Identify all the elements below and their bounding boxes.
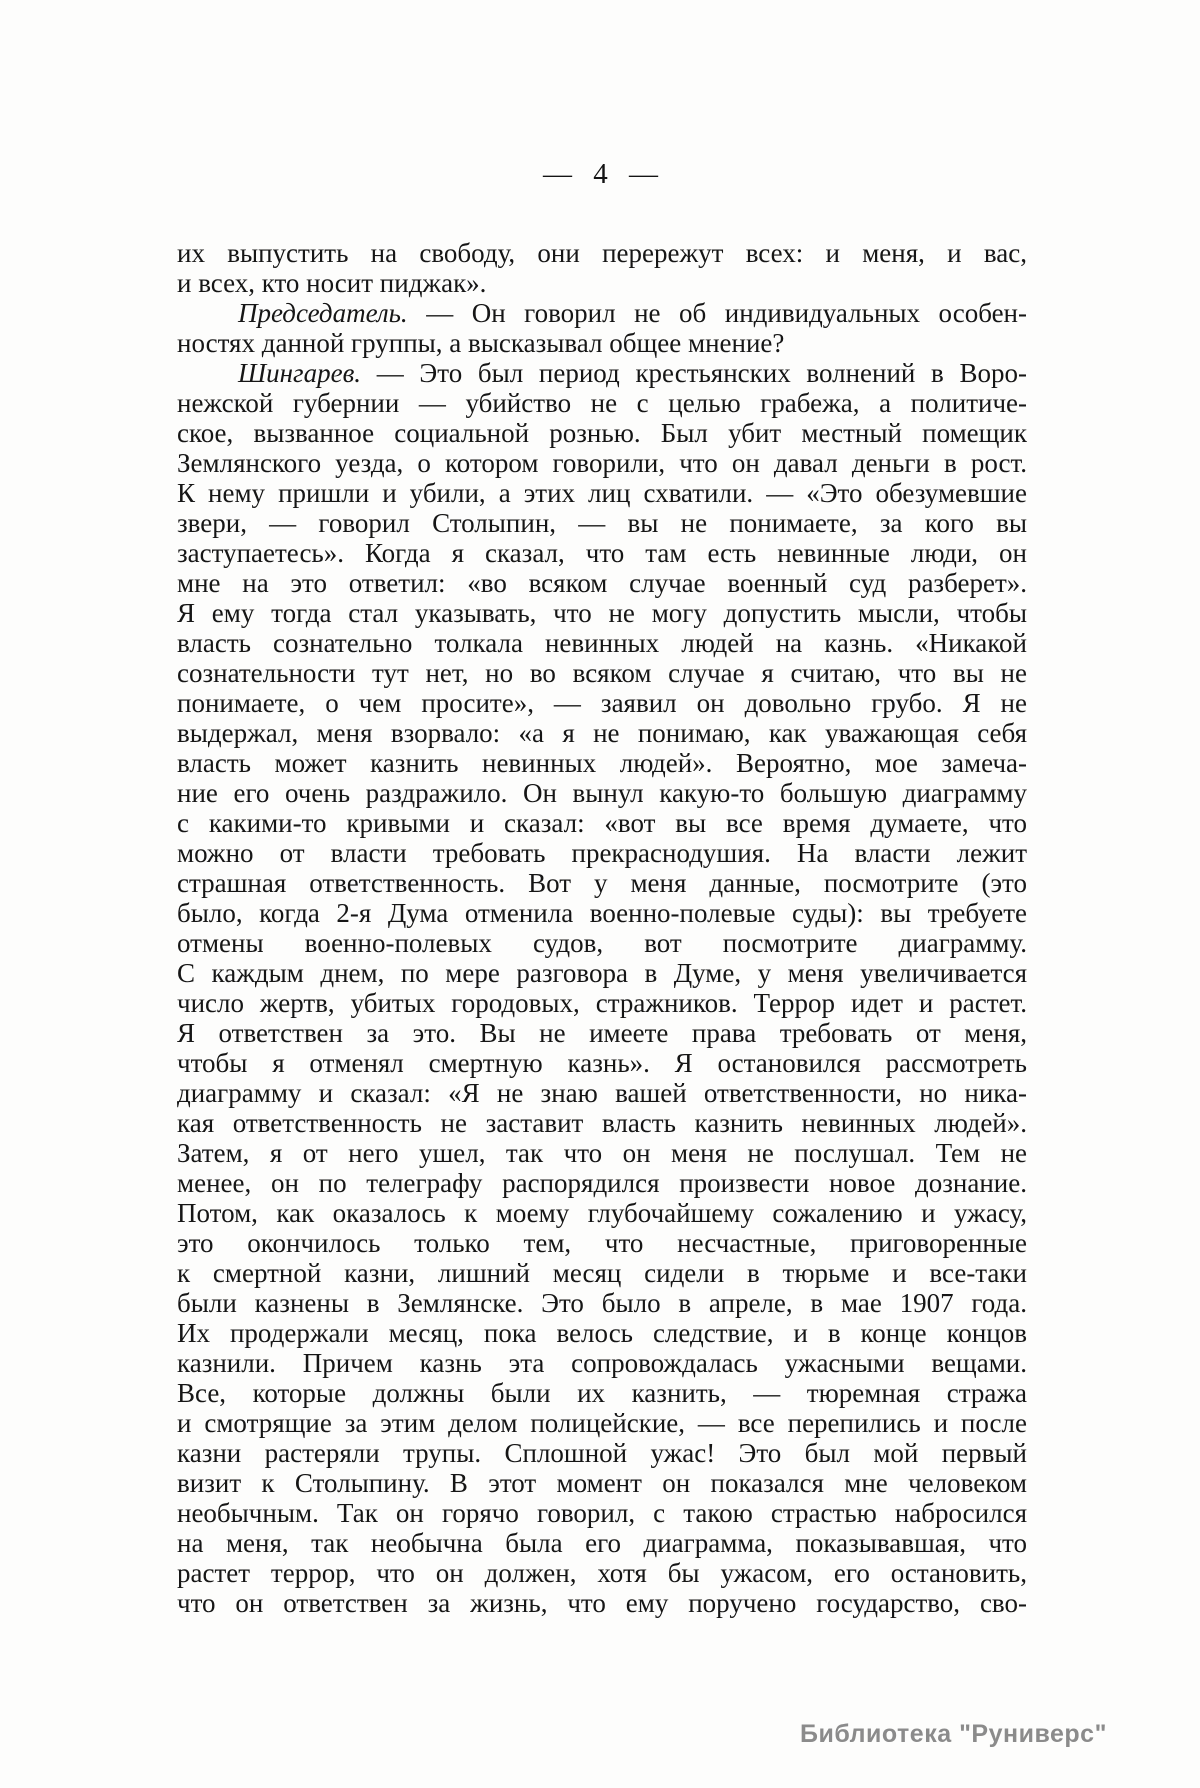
text-line: это окончилось только тем, что несчастные, приговоренные (177, 1228, 1027, 1258)
text-line: число жертв, убитых городовых, стражников. Террор идет и растет. (177, 988, 1027, 1018)
speaker-name: Председатель. (238, 298, 408, 328)
text-line: власть может казнить невинных людей». Вероятно, мое замеча- (177, 748, 1027, 778)
text-line: Я ему тогда стал указывать, что не могу допустить мысли, чтобы (177, 598, 1027, 628)
speaker-name: Шингарев. (238, 358, 362, 388)
text-line: на меня, так необычна была его диаграмма, показывавшая, что (177, 1528, 1027, 1558)
text-line: Я ответствен за это. Вы не имеете права требовать от меня, (177, 1018, 1027, 1048)
text-line: отмены военно-полевых судов, вот посмотрите диаграмму. (177, 928, 1027, 958)
text-line: казни растеряли трупы. Сплошной ужас! Это был мой первый (177, 1438, 1027, 1468)
text-line: визит к Столыпину. В этот момент он показался мне человеком (177, 1468, 1027, 1498)
text-line: с какими-то кривыми и сказал: «вот вы все время думаете, что (177, 808, 1027, 838)
text-line: Шингарев. — Это был период крестьянских волнений в Воро- (238, 358, 1027, 388)
text-line: ское, вызванное социальной рознью. Был убит местный помещик (177, 418, 1027, 448)
text-line: можно от власти требовать прекраснодушия. На власти лежит (177, 838, 1027, 868)
text-line: и смотрящие за этим делом полицейские, — все перепились и после (177, 1408, 1027, 1438)
text-line: чтобы я отменял смертную казнь». Я остановился рассмотреть (177, 1048, 1027, 1078)
text-line: С каждым днем, по мере разговора в Думе, у меня увеличивается (177, 958, 1027, 988)
text-line: ностях данной группы, а высказывал общее мнение? (177, 328, 785, 358)
text-line: Затем, я от него ушел, так что он меня не послушал. Тем не (177, 1138, 1027, 1168)
text-line: что он ответствен за жизнь, что ему поручено государство, сво- (177, 1588, 1027, 1618)
text-line: растет террор, что он должен, хотя бы ужасом, его остановить, (177, 1558, 1027, 1588)
text-line: Их продержали месяц, пока велось следствие, и в конце концов (177, 1318, 1027, 1348)
library-watermark: Библиотека "Руниверс" (800, 1720, 1107, 1748)
text-line: мне на это ответил: «во всяком случае военный суд разберет». (177, 568, 1027, 598)
text-line: к смертной казни, лишний месяц сидели в тюрьме и все-таки (177, 1258, 1027, 1288)
text-line: ние его очень раздражило. Он вынул какую-то большую диаграмму (177, 778, 1027, 808)
text-line: сознательности тут нет, но во всяком случае я считаю, что вы не (177, 658, 1027, 688)
text-line: заступаетесь». Когда я сказал, что там есть невинные люди, он (177, 538, 1027, 568)
text-line: страшная ответственность. Вот у меня данные, посмотрите (это (177, 868, 1027, 898)
text-line: их выпустить на свободу, они перережут всех: и меня, и вас, (177, 238, 1027, 268)
text-line: Потом, как оказалось к моему глубочайшему сожалению и ужасу, (177, 1198, 1027, 1228)
text-line: звери, — говорил Столыпин, — вы не понимаете, за кого вы (177, 508, 1027, 538)
text-line: было, когда 2-я Дума отменила военно-полевые суды): вы требуете (177, 898, 1027, 928)
page-text (177, 238, 1027, 1618)
text-line: нежской губернии — убийство не с целью грабежа, а политиче- (177, 388, 1027, 418)
text-line: понимаете, о чем просите», — заявил он довольно грубо. Я не (177, 688, 1027, 718)
text-line: менее, он по телеграфу распорядился произвести новое дознание. (177, 1168, 1027, 1198)
text-line: и всех, кто носит пиджак». (177, 268, 487, 298)
text-line: диаграмму и сказал: «Я не знаю вашей ответственности, но ника- (177, 1078, 1027, 1108)
text-line: Все, которые должны были их казнить, — тюремная стража (177, 1378, 1027, 1408)
text-line: выдержал, меня взорвало: «а я не понимаю, как уважающая себя (177, 718, 1027, 748)
text-line: необычным. Так он горячо говорил, с такою страстью набросился (177, 1498, 1027, 1528)
text-line: власть сознательно толкала невинных людей на казнь. «Никакой (177, 628, 1027, 658)
text-line: К нему пришли и убили, а этих лиц схватили. — «Это обезумевшие (177, 478, 1027, 508)
text-line: кая ответственность не заставит власть казнить невинных людей». (177, 1108, 1027, 1138)
page-number: — 4 — (543, 158, 661, 190)
text-line: Председатель. — Он говорил не об индивидуальных особен- (238, 298, 1028, 328)
text-line: Землянского уезда, о котором говорили, что он давал деньги в рост. (177, 448, 1027, 478)
text-line: казнили. Причем казнь эта сопровождалась ужасными вещами. (177, 1348, 1027, 1378)
text-line: были казнены в Землянске. Это было в апреле, в мае 1907 года. (177, 1288, 1027, 1318)
